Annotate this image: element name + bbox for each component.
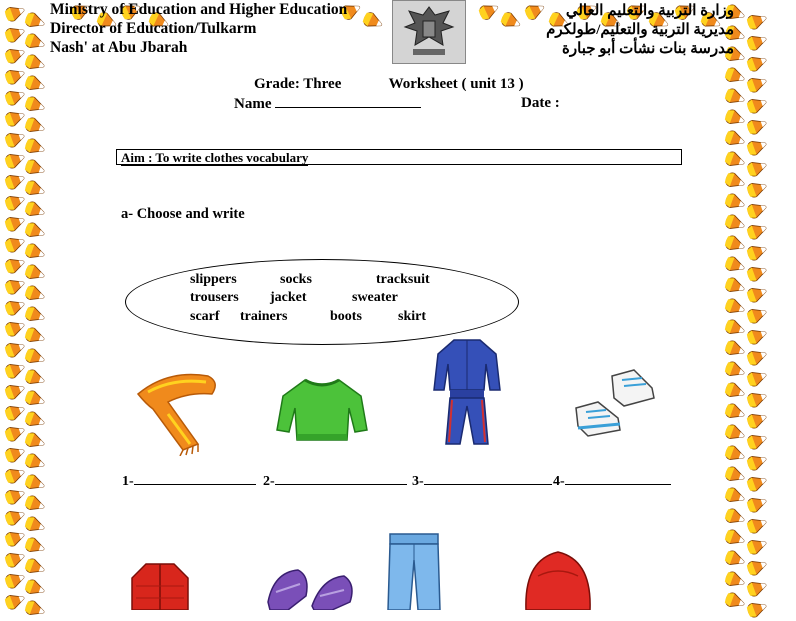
candy-corn-icon xyxy=(521,0,549,24)
candy-corn-icon xyxy=(22,51,49,75)
blank-line-2[interactable] xyxy=(275,473,407,485)
candy-corn-icon xyxy=(722,337,749,361)
candy-corn-icon xyxy=(22,492,49,516)
candy-corn-icon xyxy=(722,379,749,403)
word-slippers: slippers xyxy=(190,272,237,287)
candy-corn-icon xyxy=(22,513,49,537)
candy-corn-icon xyxy=(22,471,49,495)
candy-corn-icon xyxy=(722,568,749,592)
candy-corn-icon xyxy=(22,345,49,369)
candy-corn-icon xyxy=(22,30,49,54)
emblem-logo xyxy=(392,0,466,64)
candy-corn-icon xyxy=(722,127,749,151)
candy-corn-icon xyxy=(22,177,49,201)
candy-corn-icon xyxy=(722,358,749,382)
candy-corn-icon xyxy=(722,400,749,424)
candy-corn-icon xyxy=(22,366,49,390)
candy-corn-icon xyxy=(22,93,49,117)
candy-corn-icon xyxy=(722,484,749,508)
candy-corn-icon xyxy=(722,526,749,550)
candy-corn-icon xyxy=(722,295,749,319)
candy-corn-icon xyxy=(22,597,49,621)
word-sweater: sweater xyxy=(352,290,398,305)
word-trousers: trousers xyxy=(190,290,239,305)
candy-corn-icon xyxy=(22,261,49,285)
blank-line-3[interactable] xyxy=(424,473,552,485)
candy-corn-icon xyxy=(722,190,749,214)
worksheet-title: Worksheet ( unit 13 ) xyxy=(388,76,524,92)
directorate-line-ar: مديرية التربية والتعليم/طولكرم xyxy=(546,22,734,38)
candy-corn-icon xyxy=(22,324,49,348)
candy-corn-icon xyxy=(22,240,49,264)
scarf-picture xyxy=(128,364,224,456)
candy-corn-icon xyxy=(22,303,49,327)
trousers-picture xyxy=(386,530,442,610)
word-bank-oval xyxy=(125,259,519,345)
candy-corn-icon xyxy=(722,85,749,109)
sweater-picture xyxy=(275,374,369,446)
aim-text: Aim : To write clothes vocabulary xyxy=(121,150,309,165)
candy-corn-icon xyxy=(22,576,49,600)
candy-border-left xyxy=(0,0,52,610)
name-field[interactable] xyxy=(234,95,421,113)
answer-blank-2[interactable] xyxy=(263,473,407,490)
candy-corn-icon xyxy=(722,169,749,193)
candy-border-right xyxy=(716,0,796,610)
candy-corn-icon xyxy=(722,421,749,445)
candy-corn-icon xyxy=(722,64,749,88)
grade-label: Grade: Three xyxy=(254,76,342,92)
candy-corn-icon xyxy=(22,72,49,96)
candy-corn-icon xyxy=(722,463,749,487)
school-header-arabic xyxy=(546,2,734,59)
directorate-line: Director of Education/Tulkarm xyxy=(50,20,257,37)
candy-corn-icon xyxy=(722,505,749,529)
candy-corn-icon xyxy=(22,219,49,243)
hat-picture xyxy=(518,546,598,610)
candy-corn-icon xyxy=(22,282,49,306)
word-skirt: skirt xyxy=(398,309,426,324)
candy-corn-icon xyxy=(722,106,749,130)
answer-blank-3[interactable] xyxy=(412,473,552,490)
jacket-picture xyxy=(130,558,190,610)
candy-corn-icon xyxy=(722,547,749,571)
school-header-english xyxy=(50,0,347,57)
blank-number-1: 1- xyxy=(122,474,134,489)
candy-corn-icon xyxy=(744,597,771,621)
candy-corn-icon xyxy=(22,450,49,474)
name-blank[interactable] xyxy=(275,95,421,108)
candy-corn-icon xyxy=(22,156,49,180)
ministry-line-ar: وزارة التربية والتعليم العالي xyxy=(565,3,734,19)
word-boots: boots xyxy=(330,309,362,324)
answer-blank-4[interactable] xyxy=(553,473,671,490)
candy-corn-icon xyxy=(22,429,49,453)
slippers-picture xyxy=(262,562,358,610)
word-scarf: scarf xyxy=(190,309,220,324)
candy-corn-icon xyxy=(722,211,749,235)
blank-line-1[interactable] xyxy=(134,473,256,485)
candy-corn-icon xyxy=(722,148,749,172)
word-socks: socks xyxy=(280,272,312,287)
candy-corn-icon xyxy=(22,135,49,159)
answer-blank-1[interactable] xyxy=(122,473,256,490)
school-line: Nash' at Abu Jbarah xyxy=(50,39,188,56)
candy-corn-icon xyxy=(722,442,749,466)
name-label: Name xyxy=(234,96,272,112)
word-trainers: trainers xyxy=(240,309,288,324)
tracksuit-picture xyxy=(432,334,502,450)
aim-box xyxy=(116,149,682,165)
candy-corn-icon xyxy=(22,408,49,432)
date-label: Date : xyxy=(521,95,560,111)
blank-number-2: 2- xyxy=(263,474,275,489)
word-jacket: jacket xyxy=(270,290,307,305)
grade-title-line xyxy=(254,76,524,93)
candy-corn-icon xyxy=(722,274,749,298)
school-line-ar: مدرسة بنات نشأت أبو جبارة xyxy=(562,41,734,57)
date-field[interactable] xyxy=(521,95,560,112)
candy-corn-icon xyxy=(22,387,49,411)
blank-line-4[interactable] xyxy=(565,473,671,485)
ministry-line: Ministry of Education and Higher Education xyxy=(50,1,348,18)
blank-number-3: 3- xyxy=(412,474,424,489)
candy-corn-icon xyxy=(722,253,749,277)
candy-corn-icon xyxy=(22,114,49,138)
candy-corn-icon xyxy=(22,534,49,558)
candy-corn-icon xyxy=(722,316,749,340)
word-tracksuit: tracksuit xyxy=(376,272,430,287)
candy-corn-icon xyxy=(22,198,49,222)
candy-corn-icon xyxy=(722,232,749,256)
trainers-picture xyxy=(572,368,658,440)
candy-corn-icon xyxy=(22,555,49,579)
candy-corn-icon xyxy=(22,9,49,33)
section-a-heading: a- Choose and write xyxy=(121,206,245,222)
blank-number-4: 4- xyxy=(553,474,565,489)
